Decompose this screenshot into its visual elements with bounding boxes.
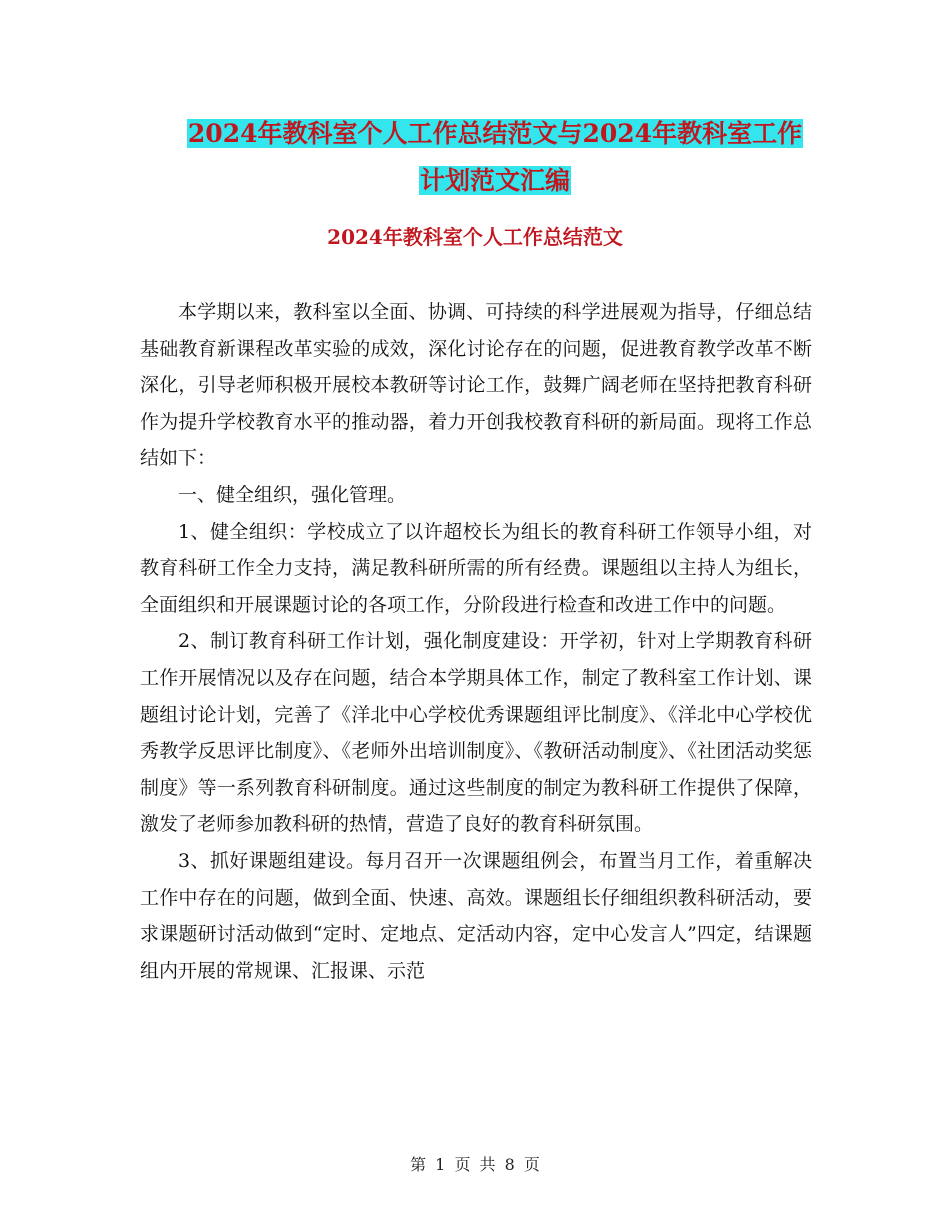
paragraph-item-1: 1、健全组织：学校成立了以许超校长为组长的教育科研工作领导小组，对教育科研工作全力支持，满足教科研所需的所有经费。课题组以主持人为组长，全面组织和开展课题讨论的各项工作，分阶段进行检查和改进工作中的问题。 <box>140 520 812 616</box>
page-footer: 第 1 页 共 8 页 <box>410 1155 540 1174</box>
paragraph-heading-1: 一、健全组织，强化管理。 <box>178 483 407 506</box>
document-title-line-2: 计划范文汇编 <box>419 166 570 195</box>
paragraph-item-3: 3、抓好课题组建设。每月召开一次课题组例会，布置当月工作，着重解决工作中存在的问题，做到全面、快速、高效。课题组长仔细组织教科研活动，要求课题研讨活动做到“定时、定地点、定活动内容，定中心发言人”四定，结课题组内开展的常规课、汇报课、示范 <box>140 849 812 982</box>
document-title-line-1: 2024年教科室个人工作总结范文与2024年教科室工作 <box>187 119 803 148</box>
section-title: 2024年教科室个人工作总结范文 <box>327 225 623 249</box>
paragraph-intro: 本学期以来，教科室以全面、协调、可持续的科学进展观为指导，仔细总结基础教育新课程改革实验的成效，深化讨论存在的问题，促进教育教学改革不断深化，引导老师积极开展校本教研等讨论工作，鼓舞广阔老师在坚持把教育科研作为提升学校教育水平的推动器，着力开创我校教育科研的新局面。现将工作总结如下： <box>140 301 812 470</box>
document-title <box>100 110 890 204</box>
document-body <box>140 294 812 989</box>
paragraph-item-2: 2、制订教育科研工作计划，强化制度建设：开学初，针对上学期教育科研工作开展情况以及存在问题，结合本学期具体工作，制定了教科室工作计划、课题组讨论计划，完善了《洋北中心学校优秀课题组评比制度》、《洋北中心学校优秀教学反思评比制度》、《老师外出培训制度》、《教研活动制度》、《社团活动奖惩制度》等一系列教育科研制度。通过这些制度的制定为教科研工作提供了保障，激发了老师参加教科研的热情，营造了良好的教育科研氛围。 <box>140 630 812 836</box>
